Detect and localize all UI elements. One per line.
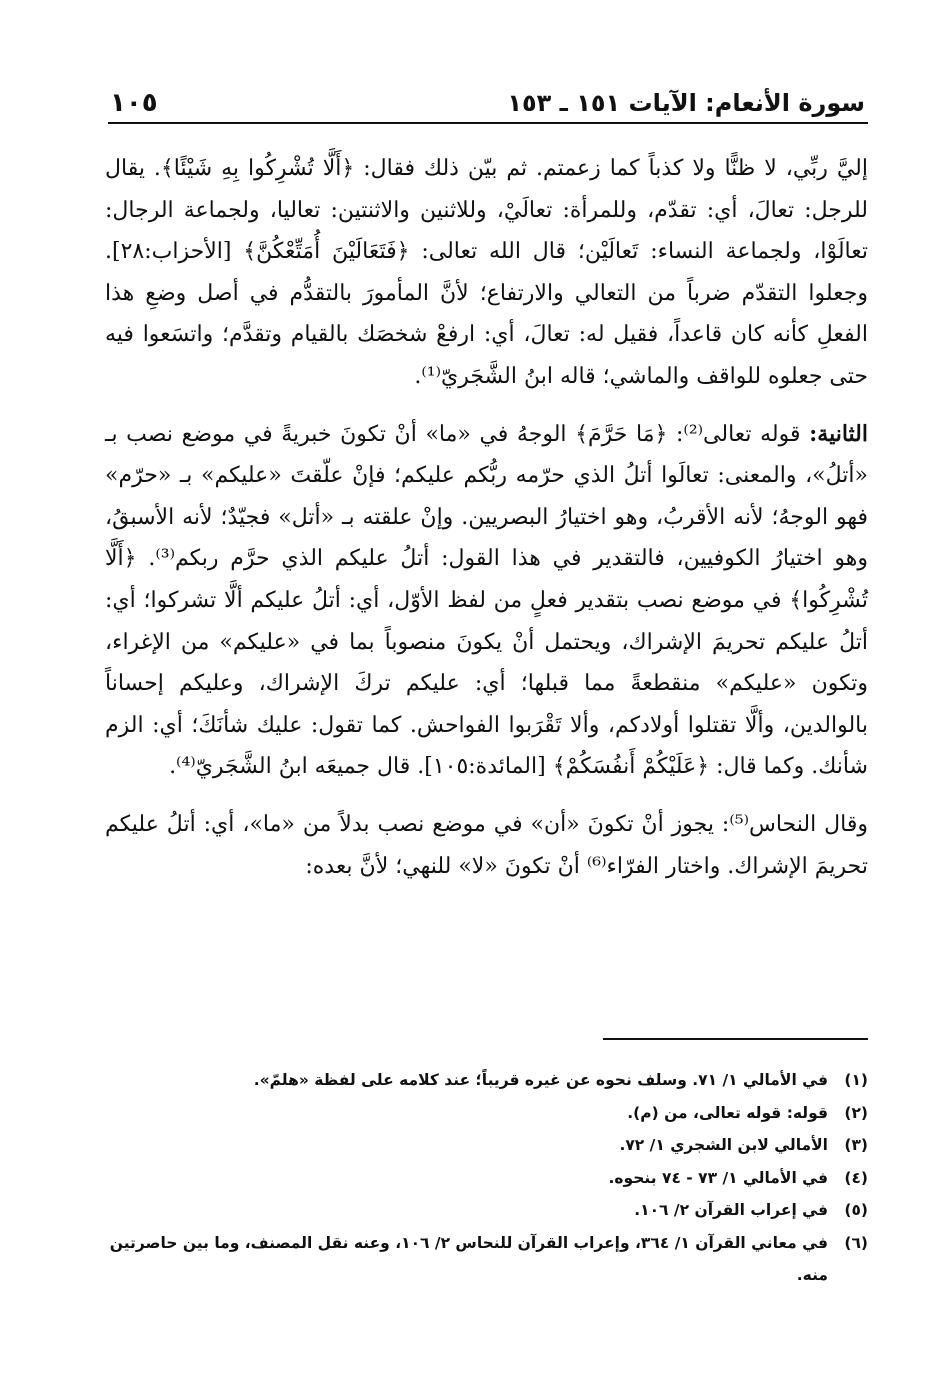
- paragraph-2: [105, 414, 868, 788]
- paragraph-2-lead: الثانية:: [809, 420, 868, 447]
- footnote-text: في إعراب القرآن ٢/ ١٠٦.: [634, 1201, 828, 1219]
- footnote-number: (٦): [844, 1233, 868, 1252]
- footnote-number: (٥): [844, 1201, 868, 1219]
- running-head: [110, 78, 865, 118]
- body-text: [105, 148, 868, 887]
- running-title: سورة الأنعام: الآيات ١٥١ ـ ١٥٣: [507, 89, 865, 117]
- footnote-item: [105, 1194, 868, 1227]
- footnote-text: في الأمالي ١/ ٧٣ - ٧٤ بنحوه.: [608, 1168, 828, 1187]
- footnote-item: [105, 1162, 868, 1195]
- footnote-text: في الأمالي ١/ ٧١. وسلف نحوه عن غيره قريباً؛ عند كلامه على لفظة «هلمّ».: [253, 1071, 828, 1089]
- footnote-rule: [603, 1038, 868, 1040]
- page-number: ١٠٥: [110, 88, 158, 118]
- footnote-item: [105, 1129, 868, 1162]
- footnote-number: (١): [844, 1071, 868, 1089]
- footnote-number: (٤): [844, 1168, 868, 1187]
- paragraph-1: [105, 148, 868, 398]
- paragraph-1-text: إليَّ ربِّي، لا ظنًّا ولا كذباً كما زعمتم. ثم بيّن ذلك فقال: ﴿أَلَّا تُشْرِكُوا بِهِ شَيْئًا﴾. يقال للرجل: تعالَ، أي: تقدّم، وللمرأة: تعالَيْ، وللاثنين والاثنتين: تعاليا، ولجماعة الرجال: تعالَوْا، ولجماعة النساء: تَعالَيْن؛ قال الله تعالى: ﴿فَتَعَالَيْنَ أُمَتِّعْكُنَّ﴾ [الأحزاب:٢٨]. وجعلوا التقدّم ضرباً من التعالي والارتفاع؛ لأنَّ المأمورَ بالتقدُّم في أصل وضعِ هذا الفعلِ كأنه كان قاعداً، فقيل له: تعالَ، أي: ارفعْ شخصَك بالقيام وتقدَّم؛ واتسَعوا فيه حتى جعلوه للواقف والماشي؛ قاله ابنُ الشَّجَريّ⁽¹⁾.: [105, 156, 868, 389]
- footnote-number: (٣): [844, 1136, 868, 1154]
- footnote-item: [105, 1064, 868, 1097]
- paragraph-3: [105, 804, 868, 887]
- footnote-item: [105, 1097, 868, 1130]
- footnote-text: في معاني القرآن ١/ ٣٦٤، وإعراب القرآن للنحاس ٢/ ١٠٦، وعنه نقل المصنف، وما بين حاصرتين منه.: [109, 1233, 828, 1284]
- footnote-text: قوله: قوله تعالى، من (م).: [627, 1103, 828, 1122]
- paragraph-2-text: قوله تعالى⁽²⁾: ﴿مَا حَرَّمَ﴾ الوجهُ في «ما» أنْ تكونَ خبريةً في موضع نصب بـ «أتلُ»، والمعنى: تعالَوا أتلُ الذي حرّمه ربُّكم عليكم؛ فإنْ علّقتَ «عليكم» بـ «حرّم» فهو الوجهُ؛ لأنه الأقربُ، وهو اختيارُ البصريين. وإنْ علقته بـ «أتل» فجيّدٌ؛ لأنه الأسبقُ، وهو اختيارُ الكوفيين، فالتقدير في هذا القول: أتلُ عليكم الذي حرَّم ربكم⁽³⁾. ﴿أَلَّا تُشْرِكُوا﴾ في موضع نصب بتقدير فعلٍ من لفظ الأوّل، أي: أتلُ عليكم ألَّا تشركوا؛ أي: أتلُ عليكم تحريمَ الإشراك، ويحتمل أنْ يكونَ منصوباً بما في «عليكم» من الإغراء، وتكون «عليكم» منقطعةً مما قبلها؛ أي: عليكم تركَ الإشراك، وعليكم إحساناً بالوالدين، وألَّا تقتلوا أولادكم، وألا تَقْرَبوا الفواحش. كما تقول: عليك شأنَكَ؛ أي: الزم شأنك. وكما قال: ﴿عَلَيْكُمْ أَنفُسَكُمْ﴾ [المائدة:١٠٥]. قال جميعَه ابنُ الشَّجَريّ⁽⁴⁾.: [105, 421, 868, 780]
- footnote-number: (٢): [844, 1103, 868, 1122]
- header-rule: [108, 122, 868, 124]
- footnotes: [105, 1064, 868, 1292]
- paragraph-3-text: وقال النحاس⁽⁵⁾: يجوز أنْ تكونَ «أن» في موضع نصب بدلاً من «ما»، أي: أتلُ عليكم تحريمَ الإشراك. واختار الفرّاء⁽⁶⁾ أنْ تكونَ «لا» للنهي؛ لأنَّ بعده:: [105, 811, 868, 879]
- footnote-text: الأمالي لابن الشجري ١/ ٧٢.: [619, 1136, 828, 1154]
- footnote-item: [105, 1227, 868, 1292]
